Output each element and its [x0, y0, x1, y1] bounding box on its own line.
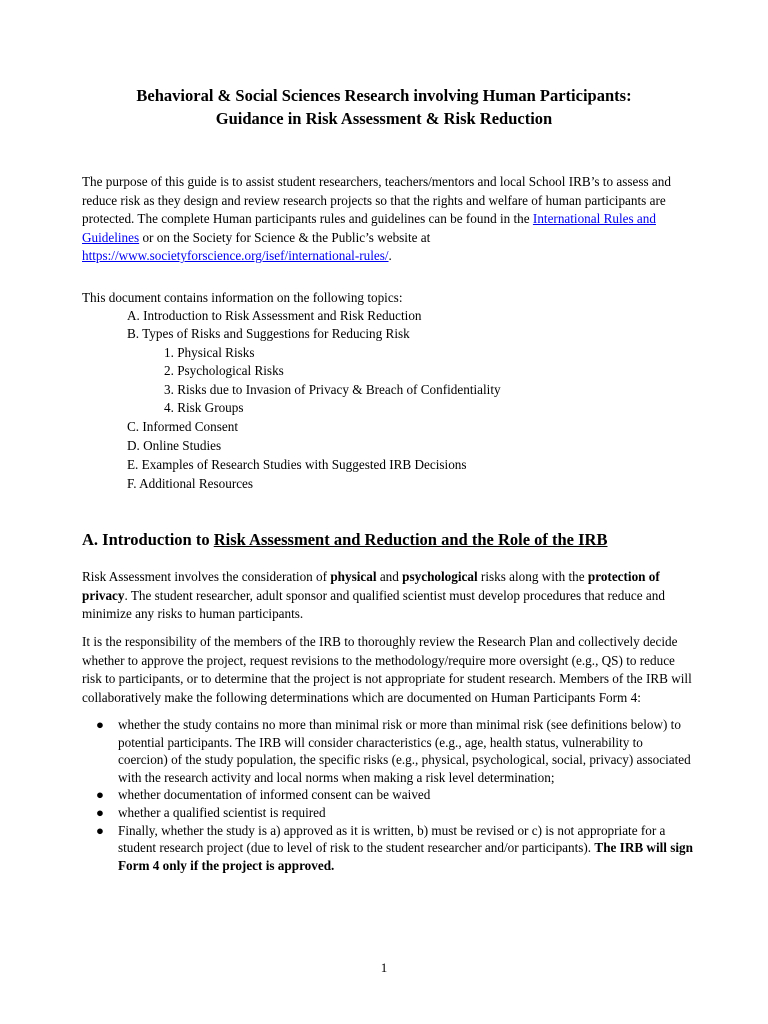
topic-item: E. Examples of Research Studies with Suggested IRB Decisions: [127, 457, 467, 472]
title-line-1: Behavioral & Social Sciences Research involving Human Participants:: [136, 86, 632, 105]
bullet-icon: ●: [96, 717, 104, 732]
risk-text-1: Risk Assessment involves the consideration of: [82, 569, 331, 584]
intro-text-3: .: [388, 248, 392, 264]
section-a-heading-prefix: A. Introduction to: [82, 530, 214, 549]
page-number: 1: [380, 960, 388, 975]
topic-subitem: 1. Physical Risks: [164, 345, 255, 360]
topic-item: B. Types of Risks and Suggestions for Reducing Risk: [127, 326, 410, 341]
list-item-text: whether a qualified scientist is required: [118, 804, 326, 820]
list-item: [82, 716, 694, 786]
topic-item: C. Informed Consent: [127, 419, 238, 434]
title-line-2: Guidance in Risk Assessment & Risk Reduction: [215, 109, 553, 128]
risk-assessment-paragraph: [82, 568, 687, 624]
list-item: [82, 804, 694, 822]
bullet-icon: ●: [96, 804, 104, 820]
intro-paragraph: [82, 173, 682, 266]
list-item-text: whether documentation of informed consent can be waived: [118, 787, 431, 803]
risk-bold-psychological: psychological: [402, 569, 478, 584]
bullet-icon: ●: [96, 787, 104, 803]
intro-text-2: or on the Society for Science & the Public’s website at: [139, 229, 431, 245]
list-item-text: Finally, whether the study is a) approved as it is written, b) must be revised or c) is not appropriate for a student research project (due to level of risk to the student researcher and/or participants).: [118, 822, 666, 856]
list-item-text: whether the study contains no more than minimal risk or more than minimal risk (see definitions below) to potential participants. The IRB will consider characteristics (e.g., age, health status, vulnerability to coercion) of the study population, the specific risks (e.g., physical, psychological, social, privacy) associated with the research activity and local norms when making a risk level determination;: [118, 717, 691, 785]
risk-text-3: risks along with the: [477, 569, 588, 584]
risk-bold-privacy: protection of privacy: [82, 569, 660, 603]
society-website-link[interactable]: https://www.societyforscience.org/isef/international-rules/: [82, 248, 389, 264]
risk-bold-physical: physical: [330, 569, 377, 584]
section-a-heading: [82, 529, 607, 551]
international-rules-link[interactable]: International Rules and Guidelines: [82, 211, 656, 245]
irb-determinations-list: [82, 716, 694, 874]
bullet-icon: ●: [96, 822, 104, 838]
risk-text-4: . The student researcher, adult sponsor and qualified scientist must develop procedures that reduce and minimize any risks to human participants.: [82, 587, 665, 622]
topic-item: D. Online Studies: [127, 438, 222, 453]
list-item-bold-text: The IRB will sign Form 4 only if the project is approved.: [118, 840, 693, 873]
topic-item: F. Additional Resources: [127, 476, 254, 491]
list-item: [82, 822, 694, 875]
topic-subitem: 3. Risks due to Invasion of Privacy & Breach of Confidentiality: [164, 382, 501, 397]
topic-subitem: 2. Psychological Risks: [164, 363, 284, 378]
topics-heading: This document contains information on the following topics:: [82, 290, 403, 305]
intro-text-1: The purpose of this guide is to assist student researchers, teachers/mentors and local School IRB’s to assess and reduce risk as they design and review research projects so that the rights and welfare of human participants are protected. The complete Human participants rules and guidelines can be found in the: [82, 174, 671, 227]
list-item: [82, 786, 694, 804]
risk-text-2: and: [376, 569, 403, 584]
section-a-heading-underlined: Risk Assessment and Reduction and the Role of the IRB: [213, 530, 608, 549]
irb-responsibility-paragraph: It is the responsibility of the members of the IRB to thoroughly review the Research Plan and collectively decide whether to approve the project, request revisions to the methodology/require more oversight (e.g., QS) to reduce risk to participants, or to determine that the project is not appropriate for student research. Members of the IRB will collaboratively make the following determinations which are documented on Human Participants Form 4:: [82, 634, 692, 705]
topic-subitem: 4. Risk Groups: [164, 400, 244, 415]
topic-item: A. Introduction to Risk Assessment and Risk Reduction: [127, 308, 422, 323]
